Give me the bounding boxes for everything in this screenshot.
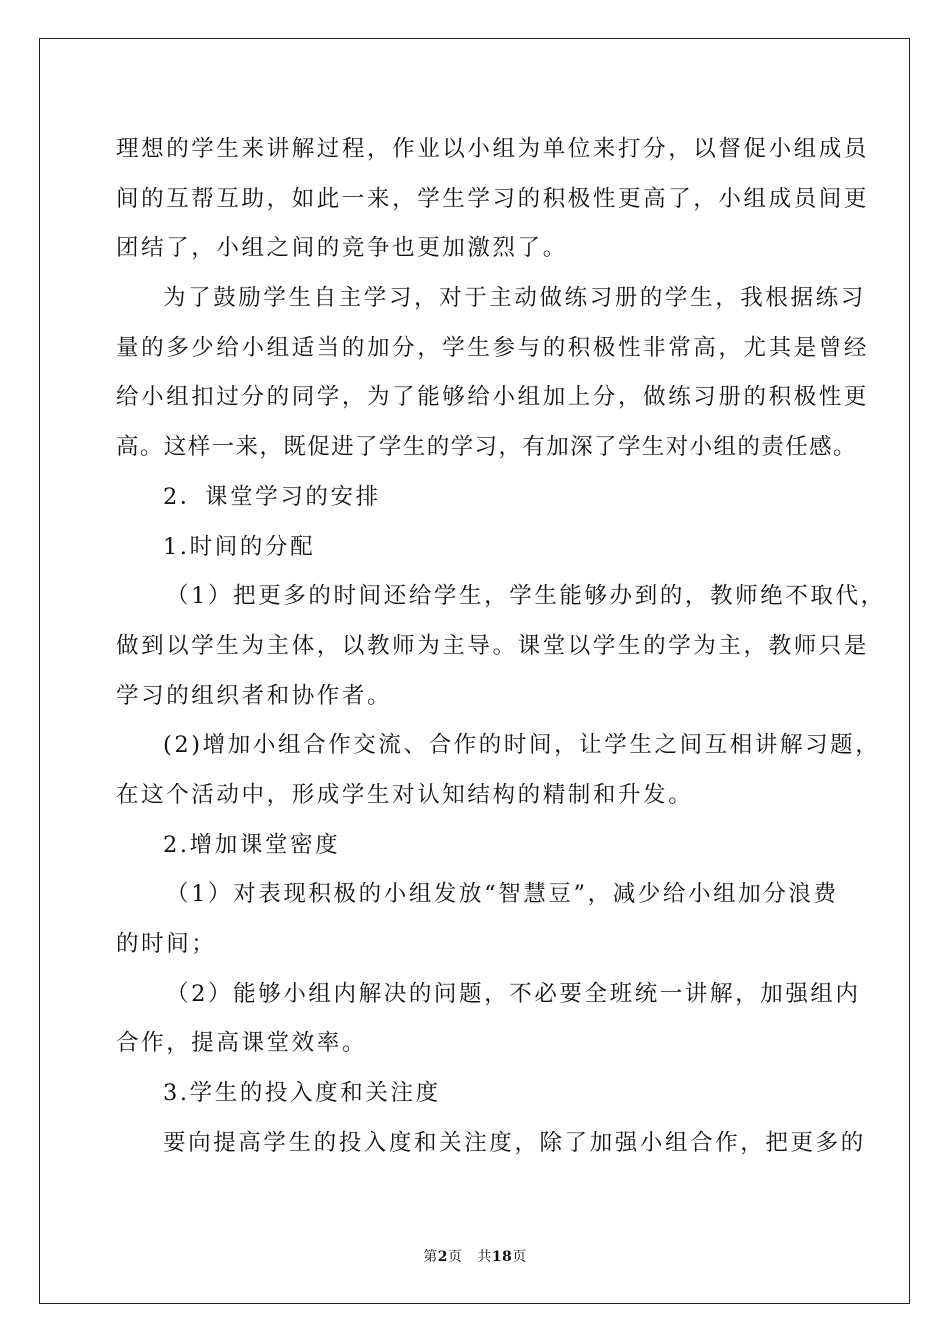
text-line: （2）能够小组内解决的问题，不必要全班统一讲解，加强组内 xyxy=(166,981,861,1007)
page-footer xyxy=(0,1246,950,1266)
page-prefix: 第 xyxy=(423,1249,438,1265)
text-line: (2)增加小组合作交流、合作的时间，让学生之间互相讲解习题， xyxy=(163,732,881,758)
subsection-heading: 1.时间的分配 xyxy=(163,534,316,560)
text-line: 要向提高学生的投入度和关注度，除了加强小组合作，把更多的 xyxy=(163,1130,866,1156)
text-line: 的时间； xyxy=(116,931,217,957)
text-line: 学习的组织者和协作者。 xyxy=(116,683,393,709)
section-heading: 2．课堂学习的安排 xyxy=(163,484,381,510)
text-line: 做到以学生为主体，以教师为主导。课堂以学生的学为主，教师只是 xyxy=(116,633,870,659)
total-prefix: 共 xyxy=(477,1249,492,1265)
subsection-heading: 3.学生的投入度和关注度 xyxy=(163,1080,441,1106)
page-suffix: 页 xyxy=(447,1249,463,1265)
text-line: 团结了，小组之间的竞争也更加激烈了。 xyxy=(116,235,568,261)
text-line: （1）把更多的时间还给学生，学生能够办到的，教师绝不取代， xyxy=(166,583,886,609)
text-line: 在这个活动中，形成学生对认知结构的精制和升发。 xyxy=(116,782,694,808)
text-line: 合作，提高课堂效率。 xyxy=(116,1030,368,1056)
total-pages: 18 xyxy=(491,1249,513,1265)
text-line: 高。这样一来，既促进了学生的学习，有加深了学生对小组的责任感。 xyxy=(116,434,857,460)
text-line: 量的多少给小组适当的加分，学生参与的积极性非常高，尤其是曾经 xyxy=(116,335,870,361)
page-border xyxy=(39,38,910,1304)
text-line: 为了鼓励学生自主学习，对于主动做练习册的学生，我根据练习 xyxy=(163,285,866,311)
total-suffix: 页 xyxy=(512,1249,527,1265)
page-number: 2 xyxy=(437,1249,448,1265)
subsection-heading: 2.增加课堂密度 xyxy=(163,832,341,858)
text-line: 间的互帮互助，如此一来，学生学习的积极性更高了，小组成员间更 xyxy=(116,186,870,212)
text-line: 理想的学生来讲解过程，作业以小组为单位来打分，以督促小组成员 xyxy=(116,136,870,162)
text-line: 给小组扣过分的同学，为了能够给小组加上分，做练习册的积极性更 xyxy=(116,384,870,410)
text-line: （1）对表现积极的小组发放“智慧豆”，减少给小组加分浪费 xyxy=(166,881,839,907)
